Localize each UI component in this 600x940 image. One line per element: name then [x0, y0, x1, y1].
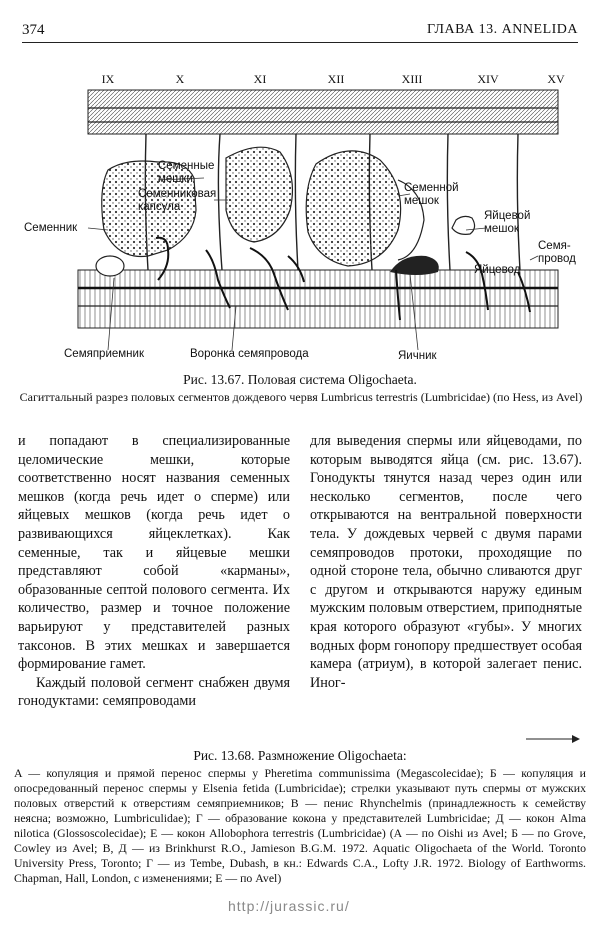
label-seminal-capsule: Семенниковая капсула: [138, 188, 217, 213]
label-seminal-sac-right: Семенной мешок: [404, 182, 459, 207]
label-testis: Семенник: [24, 222, 78, 234]
segment-label: XIII: [401, 72, 423, 86]
left-column: [18, 432, 290, 711]
page-header: [22, 20, 578, 43]
label-sperm-duct: Семя-провод: [538, 240, 576, 265]
page-number: 374: [22, 22, 45, 38]
segment-label: XII: [327, 72, 345, 86]
label-oviduct: Яйцевод: [474, 264, 521, 276]
segment-label: XV: [547, 72, 565, 86]
label-egg-sac: Яйцевой мешок: [484, 210, 531, 235]
paragraph: и попадают в специализированные целомические мешки, которые соответственно носят названия семенных мешков (когда речь идет о сперме) или яйцевых мешков (когда речь идет о развивающихся яйцеклетках). Как семенные, так и яйцевые мешки представляют собой «карманы», образованные септой полового сегмента. Их количество, размер и точное положение варьируют у представителей разных таксонов. В этих мешках и завершается формирование гамет.: [18, 433, 290, 673]
label-ovary: Яичник: [398, 350, 437, 362]
body-text: [18, 432, 584, 742]
paragraph: Каждый половой сегмент снабжен двумя гонодуктами: семяпроводами: [18, 674, 290, 710]
label-seminal-sacs: Семенные мешки: [158, 160, 215, 185]
chapter-title: ГЛАВА 13. ANNELIDA: [426, 22, 578, 37]
figure-caption-title-2: Рис. 13.68. Размножение Oligochaeta:: [193, 748, 407, 763]
label-sperm-funnel: Воронка семяпровода: [190, 348, 309, 360]
segment-label: XIV: [477, 72, 499, 86]
watermark: http://jurassic.ru/: [228, 898, 350, 914]
segment-label: IX: [101, 72, 115, 86]
segment-label: XI: [253, 72, 267, 86]
figure-caption-text-2: A — копуляция и прямой перенос спермы у Pheretima communissima (Megascolecidae); Б — копуляция и опосредованный перенос спермы у Elsenia fetida (Lumbricidae); стрелки указывают путь спермы от мужских половых отверстий к отверстиям семяприемников; В — пенис Rhynchelmis (принадлежность к семейству неясна; возможно, Lumbriculidae); Г — образование кокона у представителей Lumbricidae; Д — кокон Alma nilotica (Glossoscolecidae); Е — кокон Allobophora terrestris (Lumbricidae) (А — по Oishi из Avel; Б — по Grove, Cowley из Avel; В, Д — из Brinkhurst R.O., Jamieson B.G.M. 1972. Aquatic Oligochaeta of the World. Toronto University Press, Toronto; Г — из Tembe, Dubash, в кн.: Edwards C.A., Lofty J.R. 1972. Biology of Earthworms. Chapman, Hall, London, с изменениями; Е — по Avel): [14, 766, 586, 885]
continuation-arrow-icon: [526, 734, 580, 744]
paragraph: для выведения спермы или яйцеводами, по которым выводятся яйца (см. рис. 13.67). Гонодукты тянутся назад через один или несколько сегментов, после чего открываются на вентральной поверхности тела. У дождевых червей с двумя парами семяпроводов протоки, проходящие по одной стороне тела, обычно сливаются друг с другом и открываются наружу единым мужским половым отверстием, приподнятые края которого образуют «губы». У многих водных форм гонопору предшествует особая камера (атриум), в которой залегает пенис. Иног-: [310, 433, 582, 691]
segment-label: X: [175, 72, 185, 86]
label-spermatheca: Семяприемник: [64, 348, 144, 360]
figure-caption-title: Рис. 13.67. Половая система Oligochaeta.: [183, 372, 417, 387]
figure-caption-text: Сагиттальный разрез половых сегментов дождевого червя Lumbricus terrestris (Lumbricidae) (по Hess, из Avel): [19, 390, 583, 404]
figure-13-67: [18, 60, 584, 365]
right-column: [310, 432, 582, 692]
